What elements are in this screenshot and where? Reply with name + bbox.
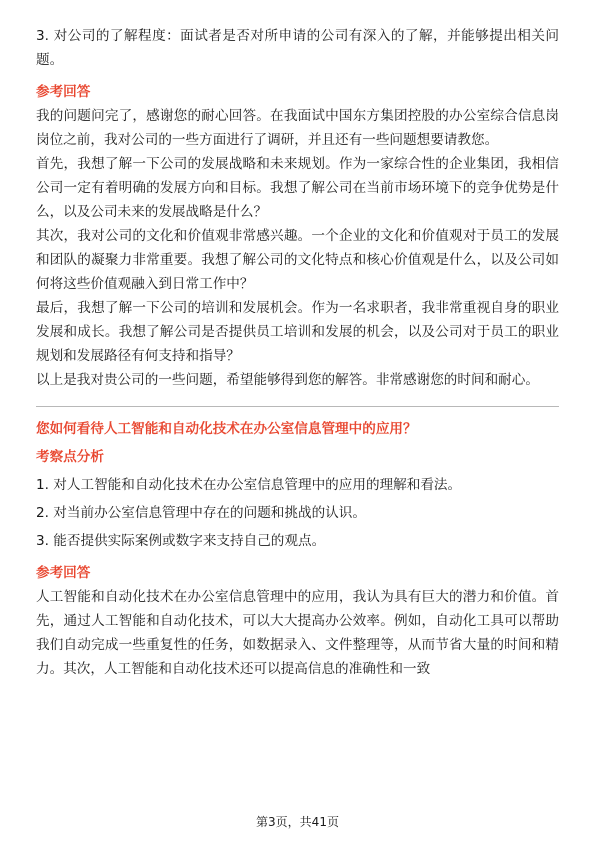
page-number: 第3页，共41页 <box>256 815 339 829</box>
analysis-heading: 考察点分析 <box>36 449 104 465</box>
answer-paragraph: 人工智能和自动化技术在办公室信息管理中的应用，我认为具有巨大的潜力和价值。首先，通过人工智能和自动化技术，可以大大提高办公效率。例如，自动化工具可以帮助我们自动完成一些重复性的任务，如数据录入、文件整理等，从而节省大量的时间和精力。其次，人工智能和自动化技术还可以提高信息的准确性和一致 <box>36 589 559 677</box>
answer-paragraph: 我的问题问完了，感谢您的耐心回答。在我面试中国东方集团控股的办公室综合信息岗岗位之前，我对公司的一些方面进行了调研，并且还有一些问题想要请教您。 <box>36 108 559 148</box>
answer-paragraph: 以上是我对贵公司的一些问题，希望能够得到您的解答。非常感谢您的时间和耐心。 <box>36 372 539 388</box>
section-divider <box>36 406 559 407</box>
reference-answer-heading: 参考回答 <box>36 84 91 100</box>
answer-paragraph: 首先，我想了解一下公司的发展战略和未来规划。作为一家综合性的企业集团，我相信公司一定有着明确的发展方向和目标。我想了解公司在当前市场环境下的竞争优势是什么，以及公司未来的发展战略是什么？ <box>36 156 559 220</box>
question-heading: 您如何看待人工智能和自动化技术在办公室信息管理中的应用？ <box>36 421 417 437</box>
analysis-point: 3. 能否提供实际案例或数字来支持自己的观点。 <box>36 533 326 549</box>
analysis-point: 2. 对当前办公室信息管理中存在的问题和挑战的认识。 <box>36 505 366 521</box>
answer-paragraph: 其次，我对公司的文化和价值观非常感兴趣。一个企业的文化和价值观对于员工的发展和团队的凝聚力非常重要。我想了解公司的文化特点和核心价值观是什么，以及公司如何将这些价值观融入到日常工作中？ <box>36 228 559 292</box>
analysis-point: 1. 对人工智能和自动化技术在办公室信息管理中的应用的理解和看法。 <box>36 477 462 493</box>
reference-answer-heading: 参考回答 <box>36 565 91 581</box>
document-body <box>36 24 559 681</box>
answer-paragraph: 最后，我想了解一下公司的培训和发展机会。作为一名求职者，我非常重视自身的职业发展和成长。我想了解公司是否提供员工培训和发展的机会，以及公司对于员工的职业规划和发展路径有何支持和指导？ <box>36 300 559 364</box>
analysis-point-3: 3. 对公司的了解程度：面试者是否对所申请的公司有深入的了解，并能够提出相关问题。 <box>36 28 559 68</box>
